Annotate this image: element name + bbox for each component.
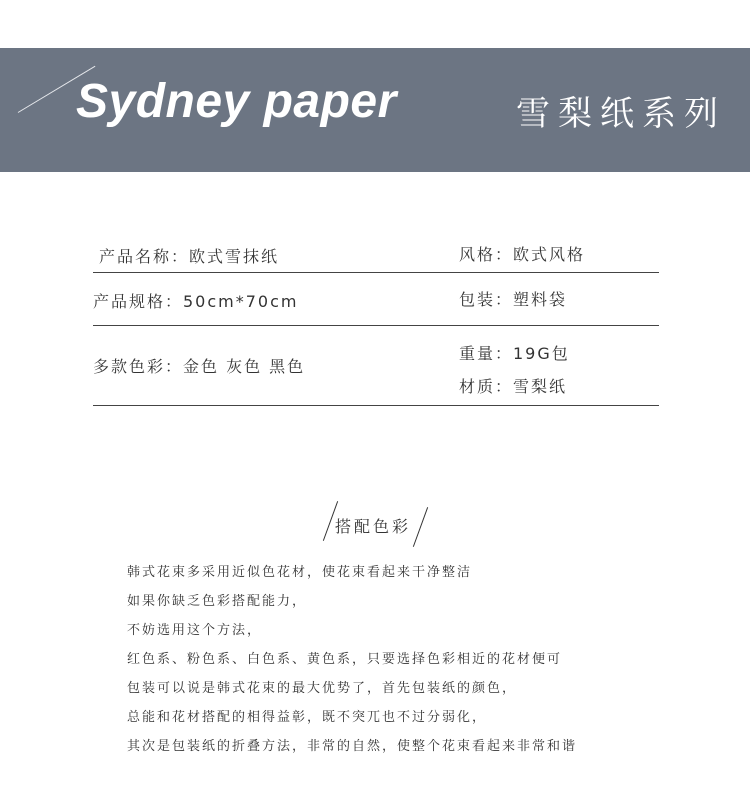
description-line: 红色系、粉色系、白色系、黄色系，只要选择色彩相近的花材便可 (127, 652, 563, 667)
spec-row (93, 226, 659, 273)
banner-title-english: Sydney paper (76, 75, 397, 128)
description-line: 韩式花束多采用近似色花材，使花束看起来干净整洁 (127, 565, 473, 580)
spec-colors: 多款色彩：金色 灰色 黑色 (93, 357, 306, 376)
section-title: 搭配色彩 (335, 517, 412, 536)
spec-material: 材质：雪梨纸 (459, 377, 568, 396)
description-paragraph (127, 563, 577, 766)
product-spec-table (93, 226, 659, 406)
header-banner (0, 48, 750, 172)
spec-style: 风格：欧式风格 (459, 245, 586, 264)
description-line: 如果你缺乏色彩搭配能力， (127, 594, 308, 609)
spec-product-name: 产品名称：欧式雪抹纸 (99, 247, 280, 266)
decorative-slash (413, 507, 428, 547)
spec-size: 产品规格：50cm*70cm (93, 292, 299, 311)
spec-row (93, 326, 659, 406)
description-line: 其次是包装纸的折叠方法，非常的自然，使整个花束看起来非常和谐 (127, 739, 578, 754)
spec-row (93, 273, 659, 326)
description-line: 不妨选用这个方法， (127, 623, 263, 638)
section-heading (318, 500, 438, 544)
banner-title-chinese: 雪梨纸系列 (516, 94, 726, 134)
description-line: 总能和花材搭配的相得益彰，既不突兀也不过分弱化， (127, 710, 488, 725)
spec-packaging: 包装：塑料袋 (459, 290, 568, 309)
spec-weight: 重量：19G包 (459, 344, 570, 363)
description-line: 包装可以说是韩式花束的最大优势了，首先包装纸的颜色， (127, 681, 518, 696)
